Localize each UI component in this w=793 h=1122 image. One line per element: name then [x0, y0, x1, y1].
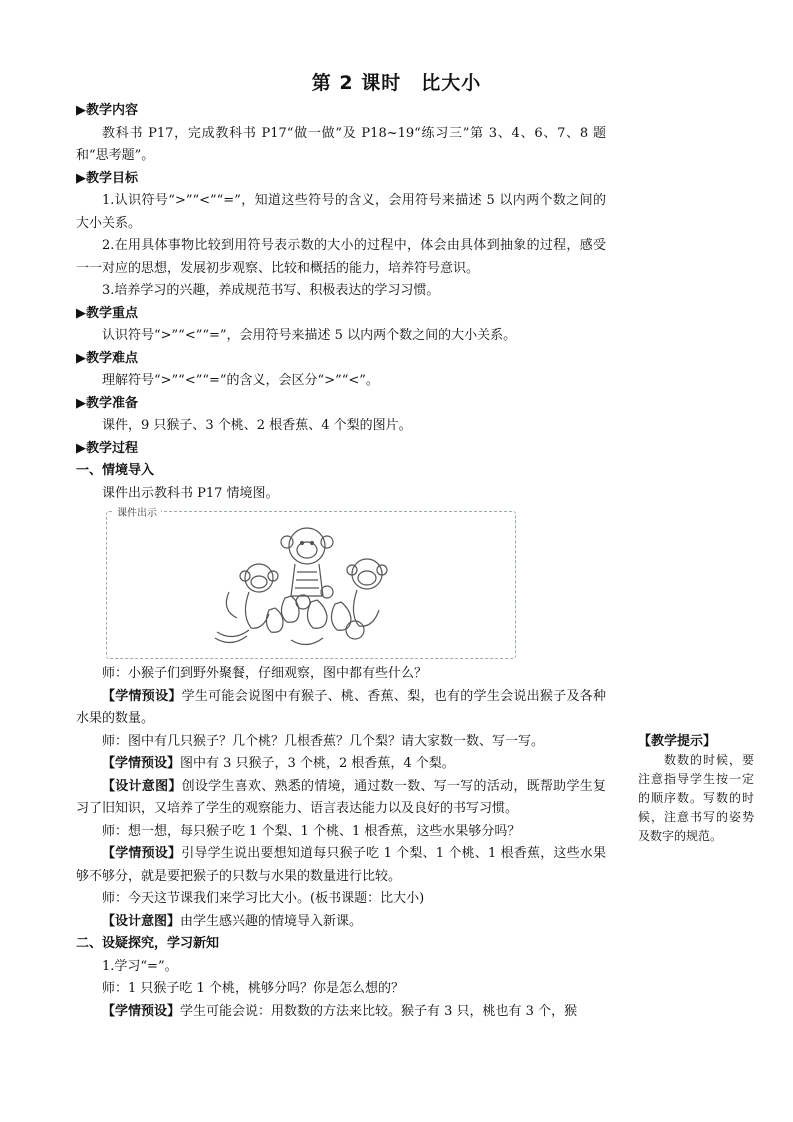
paragraph-text: 学生可能会说图中有猴子、桃、香蕉、梨，也有的学生会说出猴子及各种水果的数量。	[76, 688, 606, 726]
teaching-tip-sidebar	[638, 732, 754, 846]
paragraph: 教科书 P17，完成教科书 P17“做一做”及 P18~19“练习三”第 3、4、6、7、8 题和“思考题”。	[76, 125, 606, 163]
paragraph: 师：图中有几只猴子？几个桃？几根香蕉？几个梨？请大家数一数、写一写。	[102, 733, 545, 749]
paragraph-text: 创设学生喜欢、熟悉的情境，通过数一数、写一写的活动，既帮助学生复习了旧知识，又培养了学生的观察能力、语言表达能力以及良好的书写习惯。	[76, 778, 606, 816]
courseware-figure	[106, 508, 516, 659]
paragraph: 理解符号“>”“<”“=”的含义，会区分“>”“<”。	[102, 373, 379, 388]
paragraph: 师：今天这节课我们来学习比大小。(板书课题：比大小)	[102, 891, 425, 906]
section-heading-difficulty: ▶教学难点	[76, 350, 138, 366]
figure-label: 课件出示	[113, 503, 161, 526]
monkeys-illustration	[207, 518, 407, 650]
tag-label: 【学情预设】	[102, 756, 181, 771]
section-heading-key: ▶教学重点	[76, 305, 138, 321]
paragraph	[76, 911, 606, 934]
sidebar-title: 【教学提示】	[638, 734, 717, 749]
paragraph-text: 图中有 3 只猴子，3 个桃，2 根香蕉，4 个梨。	[180, 756, 455, 771]
paragraph	[76, 686, 606, 731]
paragraph: 课件，9 只猴子、3 个桃、2 根香蕉、4 个梨的图片。	[102, 418, 412, 433]
paragraph	[76, 776, 606, 821]
paragraph-text: 引导学生说出要想知道每只猴子吃 1 个梨、1 个桃、1 根香蕉，这些水果够不够分，就是要把猴子的只数与水果的数量进行比较。	[76, 846, 606, 884]
paragraph	[76, 843, 606, 888]
main-content	[76, 100, 606, 1023]
tag-label: 【学情预设】	[102, 846, 182, 861]
section-heading-goals: ▶教学目标	[76, 170, 138, 186]
section-heading-preparation: ▶教学准备	[76, 395, 138, 411]
paragraph: 师：1 只猴子吃 1 个桃，桃够分吗？你是怎么想的？	[102, 981, 404, 996]
part-heading-1: 一、情境导入	[76, 463, 155, 478]
paragraph-text: 由学生感兴趣的情境导入新课。	[180, 913, 363, 929]
tag-label: 【学情预设】	[102, 1003, 181, 1019]
section-heading-content: ▶教学内容	[76, 103, 138, 118]
paragraph: 3.培养学习的兴趣，养成规范书写、积极表达的学习习惯。	[102, 283, 440, 298]
paragraph: 认识符号“>”“<”“=”，会用符号来描述 5 以内两个数之间的大小关系。	[102, 328, 517, 343]
paragraph-text: 学生可能会说：用数数的方法来比较。猴子有 3 只，桃也有 3 个，猴	[180, 1003, 578, 1019]
paragraph: 师：小猴子们到野外聚餐，仔细观察，图中都有些什么？	[102, 666, 428, 681]
sidebar-text: 数数的时候，要注意指导学生按一定的顺序数。写数的时候，注意书写的姿势及数字的规范。	[638, 753, 754, 843]
tag-label: 【设计意图】	[102, 913, 181, 929]
page-title: 第 2 课时 比大小	[311, 72, 482, 94]
paragraph: 2.在用具体事物比较到用符号表示数的大小的过程中，体会由具体到抽象的过程，感受一一对应的思想，发展初步观察、比较和概括的能力，培养符号意识。	[76, 238, 606, 276]
tag-label: 【学情预设】	[102, 688, 182, 704]
paragraph: 课件出示教科书 P17 情境图。	[102, 485, 279, 501]
paragraph: 1.学习“=”。	[102, 958, 178, 974]
paragraph: 师：想一想，每只猴子吃 1 个梨、1 个桃、1 根香蕉，这些水果够分吗？	[102, 823, 521, 839]
section-heading-process: ▶教学过程	[76, 440, 138, 456]
paragraph: 1.认识符号“>”“<”“=”，知道这些符号的含义，会用符号来描述 5 以内两个数之间的大小关系。	[76, 193, 606, 231]
tag-label: 【设计意图】	[102, 778, 182, 794]
paragraph	[76, 1001, 606, 1024]
part-heading-2: 二、设疑探究，学习新知	[76, 936, 220, 951]
paragraph	[76, 753, 606, 776]
